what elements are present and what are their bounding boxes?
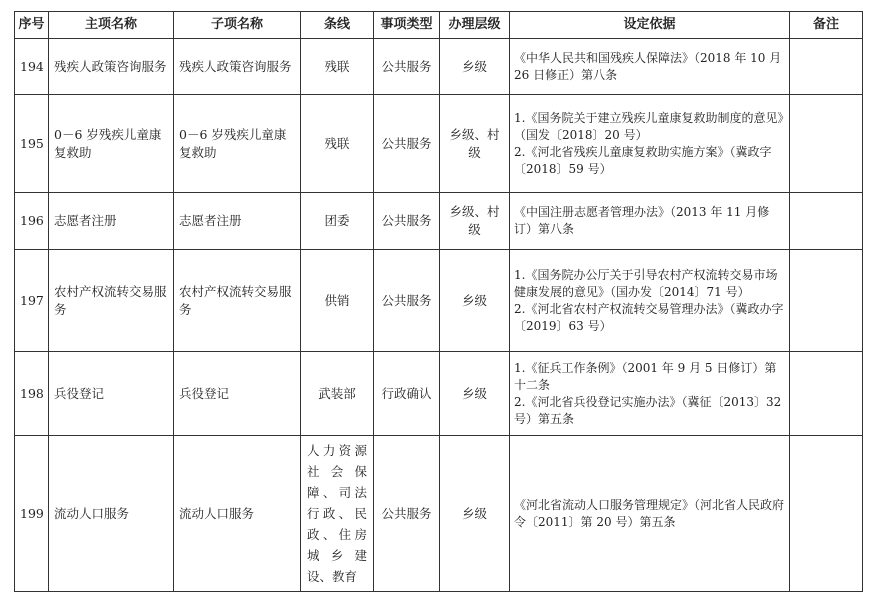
row-sub-item: 流动人口服务 (174, 436, 301, 592)
row-no: 198 (15, 352, 49, 436)
row-no: 195 (15, 95, 49, 193)
row-main-item: 残疾人政策咨询服务 (49, 39, 174, 95)
basis-line: 2.《河北省兵役登记实施办法》（冀征〔2013〕32 号）第五条 (514, 394, 782, 426)
basis-line: 2.《河北省残疾儿童康复救助实施方案》（冀政字〔2018〕59 号） (514, 144, 772, 176)
header-type: 事项类型 (374, 12, 440, 39)
row-type: 公共服务 (374, 193, 440, 250)
row-basis (510, 436, 790, 592)
row-no: 199 (15, 436, 49, 592)
row-level: 乡级 (440, 436, 510, 592)
basis-line: 1.《征兵工作条例》（2001 年 9 月 5 日修订）第十二条 (514, 360, 777, 392)
row-no: 197 (15, 250, 49, 352)
row-dept: 残联 (301, 39, 374, 95)
row-dept: 团委 (301, 193, 374, 250)
row-main-item: 兵役登记 (49, 352, 174, 436)
basis-line: 1.《国务院办公厅关于引导农村产权流转交易市场健康发展的意见》（国办发〔2014〕71 号） (514, 267, 778, 299)
row-note (790, 436, 863, 592)
row-basis (510, 193, 790, 250)
row-basis (510, 39, 790, 95)
row-main-item: 流动人口服务 (49, 436, 174, 592)
row-note (790, 95, 863, 193)
row-main-item: 志愿者注册 (49, 193, 174, 250)
header-no: 序号 (15, 12, 49, 39)
row-no: 196 (15, 193, 49, 250)
row-type: 公共服务 (374, 95, 440, 193)
basis-line: 1.《国务院关于建立残疾儿童康复救助制度的意见》（国发〔2018〕20 号） (514, 110, 784, 142)
row-level: 乡级、村级 (440, 193, 510, 250)
header-sub-item: 子项名称 (174, 12, 301, 39)
table-row (15, 193, 863, 250)
row-no: 194 (15, 39, 49, 95)
row-sub-item: 0－6 岁残疾儿童康复救助 (174, 95, 301, 193)
row-sub-item: 志愿者注册 (174, 193, 301, 250)
row-level: 乡级 (440, 352, 510, 436)
row-sub-item: 残疾人政策咨询服务 (174, 39, 301, 95)
row-note (790, 39, 863, 95)
header-note: 备注 (790, 12, 863, 39)
row-dept: 人力资源社会保障、司法行政、民政、住房城乡建设、教育 (301, 436, 374, 592)
basis-line: 《河北省流动人口服务管理规定》（河北省人民政府令〔2011〕第 20 号）第五条 (514, 497, 785, 529)
basis-line: 2.《河北省农村产权流转交易管理办法》（冀政办字〔2019〕63 号） (514, 301, 784, 333)
row-type: 行政确认 (374, 352, 440, 436)
row-level: 乡级 (440, 39, 510, 95)
row-basis (510, 250, 790, 352)
row-dept: 武装部 (301, 352, 374, 436)
row-sub-item: 农村产权流转交易服务 (174, 250, 301, 352)
row-main-item: 0－6 岁残疾儿童康复救助 (49, 95, 174, 193)
row-note (790, 352, 863, 436)
table-row (15, 436, 863, 592)
basis-line: 《中华人民共和国残疾人保障法》（2018 年 10 月 26 日修正）第八条 (514, 50, 782, 82)
table-row (15, 250, 863, 352)
service-items-table (14, 11, 863, 592)
row-dept: 供销 (301, 250, 374, 352)
row-basis (510, 352, 790, 436)
row-dept: 残联 (301, 95, 374, 193)
row-basis (510, 95, 790, 193)
row-level: 乡级 (440, 250, 510, 352)
row-type: 公共服务 (374, 39, 440, 95)
row-sub-item: 兵役登记 (174, 352, 301, 436)
header-level: 办理层级 (440, 12, 510, 39)
header-dept: 条线 (301, 12, 374, 39)
row-level: 乡级、村级 (440, 95, 510, 193)
basis-line: 《中国注册志愿者管理办法》（2013 年 11 月修订）第八条 (514, 205, 770, 236)
table-row (15, 352, 863, 436)
row-type: 公共服务 (374, 250, 440, 352)
header-main-item: 主项名称 (49, 12, 174, 39)
header-basis: 设定依据 (510, 12, 790, 39)
row-main-item: 农村产权流转交易服务 (49, 250, 174, 352)
table-row (15, 95, 863, 193)
row-type: 公共服务 (374, 436, 440, 592)
table-row (15, 39, 863, 95)
header-row (15, 12, 863, 39)
row-note (790, 250, 863, 352)
row-note (790, 193, 863, 250)
